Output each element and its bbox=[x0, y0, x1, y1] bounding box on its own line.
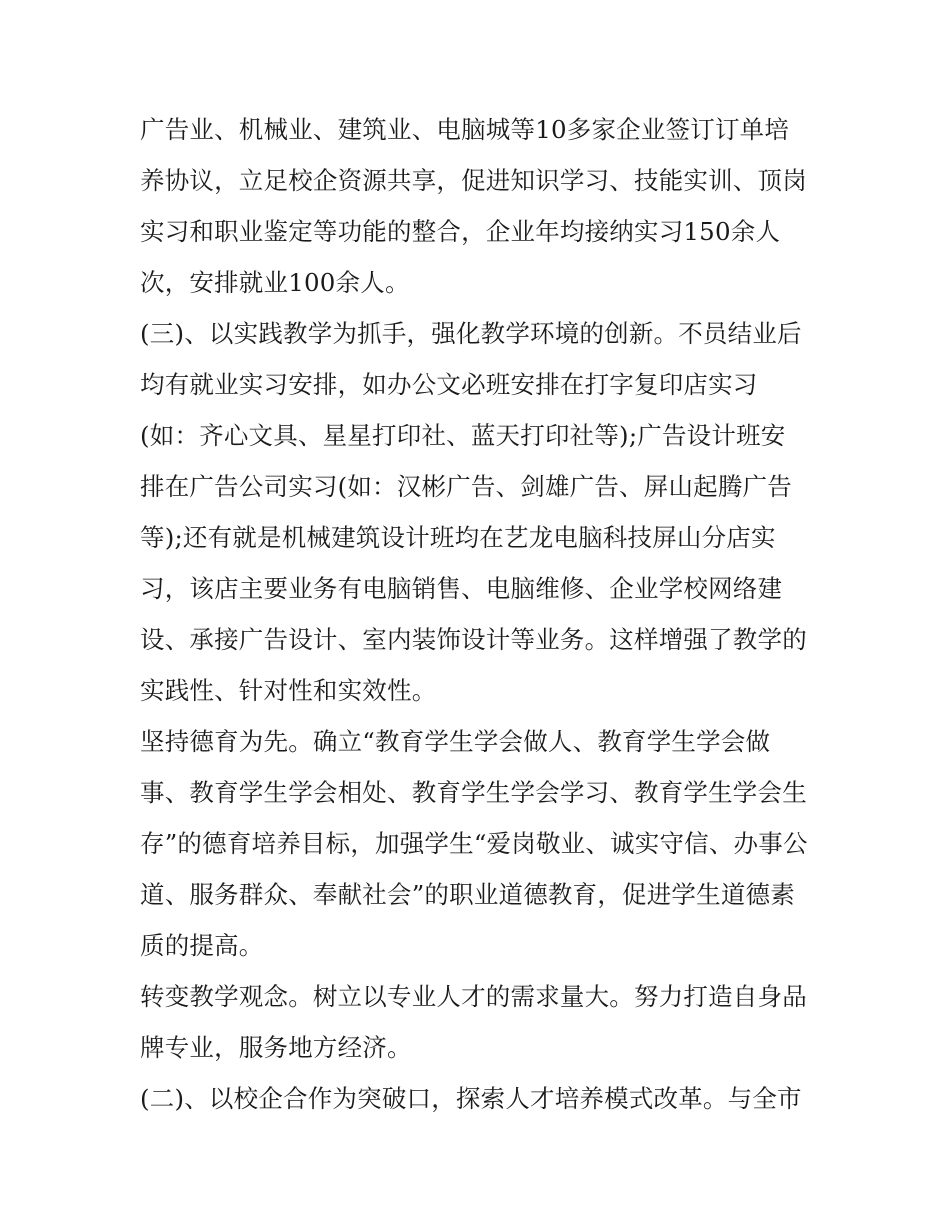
text-line: 设、承接广告设计、室内装饰设计等业务。这样增强了教学的 bbox=[140, 625, 807, 654]
text-line: 实习和职业鉴定等功能的整合，企业年均接纳实习150余人 bbox=[140, 217, 781, 246]
text-line: 等);还有就是机械建筑设计班均在艺龙电脑科技屏山分店实 bbox=[140, 523, 776, 552]
text-line: 转变教学观念。树立以专业人才的需求量大。努力打造自身品 bbox=[140, 982, 807, 1011]
text-line: (如：齐心文具、星星打印社、蓝天打印社等);广告设计班安 bbox=[140, 421, 786, 450]
text-line: 存”的德育培养目标，加强学生“爱岗敬业、诚实守信、办事公 bbox=[140, 829, 808, 858]
text-line: (三)、以实践教学为抓手，强化教学环境的创新。不员结业后 bbox=[140, 319, 802, 348]
text-line: 次，安排就业100余人。 bbox=[140, 268, 410, 297]
text-line: 坚持德育为先。确立“教育学生学会做人、教育学生学会做 bbox=[140, 727, 771, 756]
text-line: 排在广告公司实习(如：汉彬广告、剑雄广告、屏山起腾广告 bbox=[140, 472, 792, 501]
text-line: 质的提高。 bbox=[140, 931, 264, 960]
text-line: 道、服务群众、奉献社会”的职业道德教育，促进学生道德素 bbox=[140, 880, 795, 909]
text-line: (二)、以校企合作为突破口，探索人才培养模式改革。与全市 bbox=[140, 1084, 802, 1113]
text-line: 养协议，立足校企资源共享，促进知识学习、技能实训、顶岗 bbox=[140, 166, 807, 195]
text-line: 牌专业，服务地方经济。 bbox=[140, 1033, 412, 1062]
text-line: 均有就业实习安排，如办公文必班安排在打字复印店实习 bbox=[140, 370, 758, 399]
text-line: 广告业、机械业、建筑业、电脑城等10多家企业签订订单培 bbox=[140, 115, 790, 144]
text-line: 习，该店主要业务有电脑销售、电脑维修、企业学校网络建 bbox=[140, 574, 783, 603]
document-body bbox=[140, 104, 820, 1124]
text-line: 事、教育学生学会相处、教育学生学会学习、教育学生学会生 bbox=[140, 778, 807, 807]
text-line: 实践性、针对性和实效性。 bbox=[140, 676, 437, 705]
